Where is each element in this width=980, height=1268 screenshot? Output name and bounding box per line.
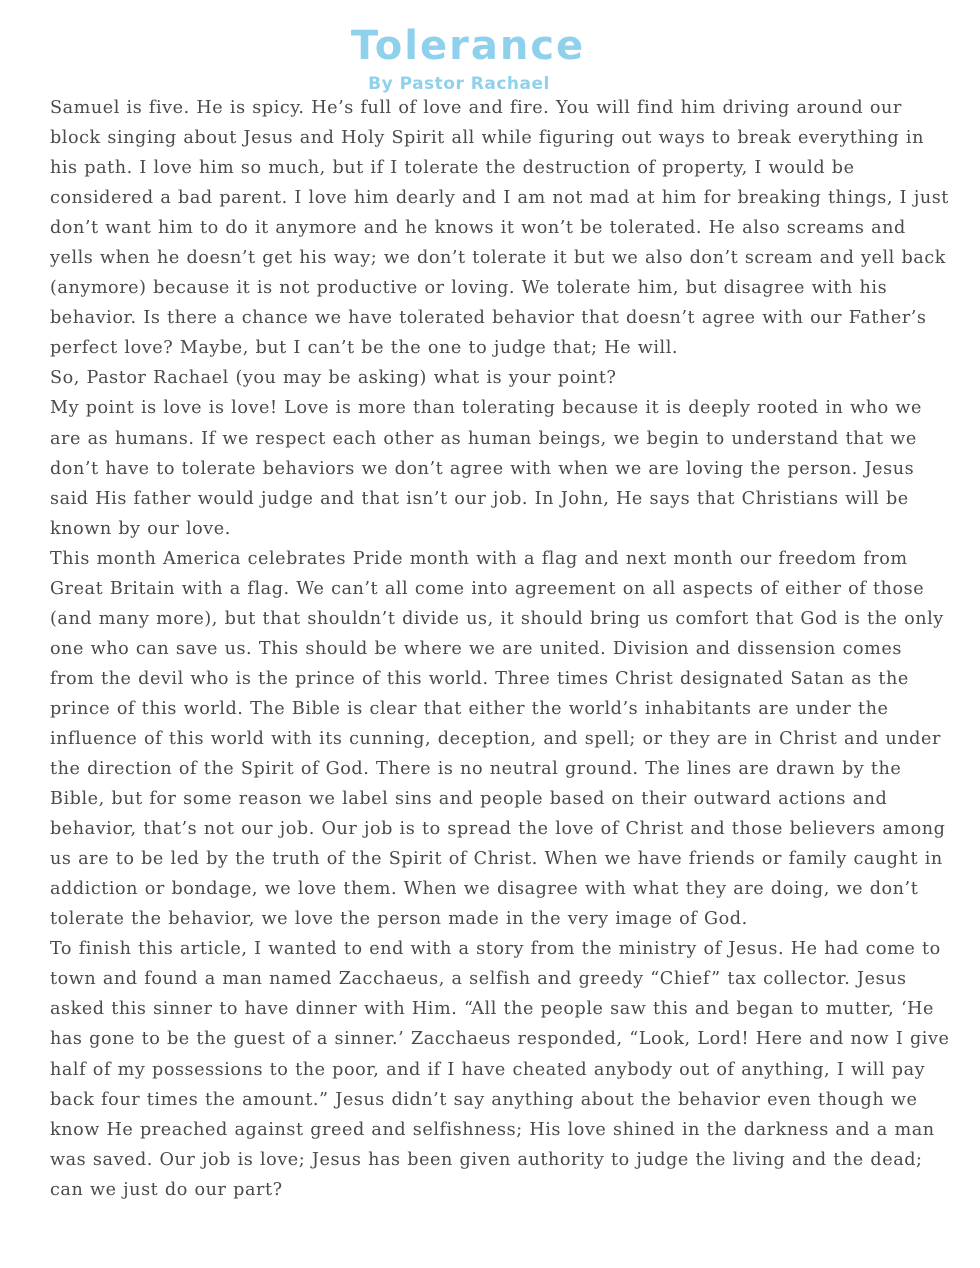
article-paragraph: Samuel is five. He is spicy. He’s full of love and fire. You will find him driving around our block singing about Jesus and Holy Spirit all while figuring out ways to break everything in his path. I love him so much, but if I tolerate the destruction of property, I would be considered a bad parent. I love him dearly and I am not mad at him for breaking things, I just don’t want him to do it anymore and he knows it won’t be tolerated. He also screams and yells when he doesn’t get his way; we don’t tolerate it but we also don’t scream and yell back (anymore) because it is not productive or loving. We tolerate him, but disagree with his behavior. Is there a chance we have tolerated behavior that doesn’t agree with our Father’s perfect love? Maybe, but I can’t be the one to judge that; He will.: [50, 98, 949, 359]
article-paragraph: So, Pastor Rachael (you may be asking) what is your point?: [50, 368, 617, 389]
article-body: [50, 93, 950, 1205]
article-paragraph: This month America celebrates Pride month with a flag and next month our freedom from Great Britain with a flag. We can’t all come into agreement on all aspects of either of those (and many more), but that shouldn’t divide us, it should bring us comfort that God is the only one who can save us. This should be where we are united. Division and dissension comes from the devil who is the prince of this world. Three times Christ designated Satan as the prince of this world. The Bible is clear that either the world’s inhabitants are under the influence of this world with its cunning, deception, and spell; or they are in Christ and under the direction of the Spirit of God. There is no neutral ground. The lines are drawn by the Bible, but for some reason we label sins and people based on their outward actions and behavior, that’s not our job. Our job is to spread the love of Christ and those believers among us are to be led by the truth of the Spirit of Christ. When we have friends or family caught in addiction or bondage, we love them. When we disagree with what they are doing, we don’t tolerate the behavior, we love the person made in the very image of God.: [50, 548, 946, 930]
article-title: Tolerance: [350, 23, 586, 69]
article-paragraph: My point is love is love! Love is more than tolerating because it is deeply rooted in who we are as humans. If we respect each other as human beings, we begin to understand that we don’t have to tolerate behaviors we don’t agree with when we are loving the person. Jesus said His father would judge and that isn’t our job. In John, He says that Christians will be known by our love.: [50, 398, 922, 539]
article-paragraph: To finish this article, I wanted to end with a story from the ministry of Jesus. He had come to town and found a man named Zacchaeus, a selfish and greedy “Chief” tax collector. Jesus asked this sinner to have dinner with Him. “All the people saw this and began to mutter, ‘He has gone to be the guest of a sinner.’ Zacchaeus responded, “Look, Lord! Here and now I give half of my possessions to the poor, and if I have cheated anybody out of anything, I will pay back four times the amount.” Jesus didn’t say anything about the behavior even though we know He preached against greed and selfishness; His love shined in the darkness and a man was saved. Our job is love; Jesus has been given authority to judge the living and the dead; can we just do our part?: [50, 939, 950, 1200]
article-byline: By Pastor Rachael: [368, 74, 550, 94]
